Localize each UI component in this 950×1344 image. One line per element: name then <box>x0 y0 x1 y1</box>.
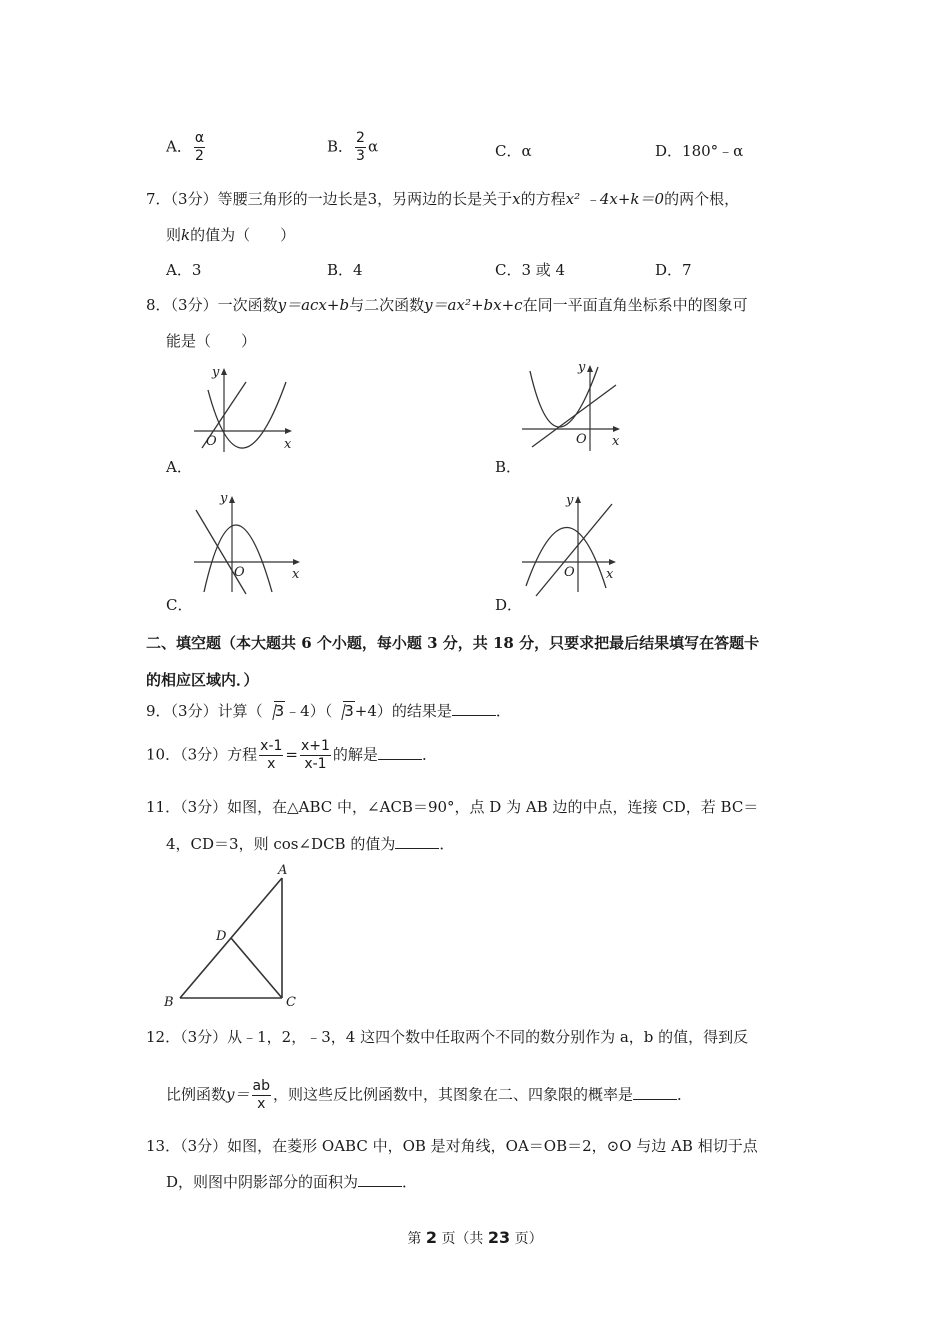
question-text: 则 <box>166 226 182 244</box>
question-text: 从﹣1，2，﹣3，4 这四个数中任取两个不同的数分别作为 a，b 的值，得到反 <box>227 1028 749 1046</box>
footer-text: 页） <box>514 1231 543 1247</box>
option-tail: α <box>367 137 379 156</box>
option-letter: C． <box>495 142 522 160</box>
q6-option-b <box>327 130 378 165</box>
point-d-label: D <box>216 929 227 944</box>
answer-blank[interactable] <box>633 1087 677 1100</box>
q8-line2: 能是（ ） <box>166 332 257 350</box>
q12-line1 <box>146 1026 748 1047</box>
answer-blank[interactable] <box>395 836 439 849</box>
q10 <box>146 738 437 773</box>
question-text: 的两个根， <box>664 190 740 208</box>
x-axis-arrow-icon <box>285 428 292 434</box>
variable: x <box>512 190 521 208</box>
section-heading-line2: 的相应区域内．） <box>146 671 259 689</box>
question-score: （3分） <box>180 745 228 764</box>
fraction <box>259 738 283 773</box>
q6-option-a <box>166 130 207 165</box>
punctuation: ． <box>421 745 437 764</box>
question-text: 如图，在△ABC 中，∠ACB＝90°，点 D 为 AB 边的中点，连接 CD，若 BC＝ <box>227 798 759 816</box>
option-letter: B． <box>327 137 354 156</box>
radicand: 3 <box>274 702 285 720</box>
origin-label: O <box>206 434 217 449</box>
answer-blank[interactable] <box>358 1174 402 1187</box>
question-number: 10． <box>146 745 181 764</box>
equation: y＝ax²+bx+c <box>424 296 523 314</box>
question-score: （3分） <box>180 1137 228 1155</box>
question-text: ﹣4）（ <box>285 702 333 720</box>
point-c-label: C <box>286 995 296 1010</box>
origin-label: O <box>234 565 245 580</box>
equals-sign: = <box>285 745 298 764</box>
x-axis-arrow-icon <box>293 559 300 565</box>
equation: y＝ <box>226 1085 250 1104</box>
y-axis-label: y <box>212 365 220 380</box>
y-axis-label: y <box>578 360 586 375</box>
question-text: 的方程 <box>520 190 566 208</box>
graph-b-label: B． <box>495 458 522 476</box>
q13-line1 <box>146 1135 758 1156</box>
graph-c-label: C． <box>166 596 193 614</box>
graph-b <box>518 355 628 455</box>
total-pages: 23 <box>487 1228 511 1247</box>
graph-d-label: D． <box>495 596 523 614</box>
footer-text: 页（共 <box>441 1231 484 1247</box>
question-score: （3分） <box>170 702 218 720</box>
punctuation: ． <box>402 1173 418 1191</box>
fraction-numerator: 2 <box>356 130 365 146</box>
point-b-label: B <box>164 995 174 1010</box>
question-text: 等腰三角形的一边长是3，另两边的长是关于 <box>217 190 513 208</box>
q7-option-a: A．3 <box>166 261 202 279</box>
parabola <box>530 367 598 427</box>
question-number: 8． <box>146 296 171 314</box>
q11-line2 <box>166 833 454 854</box>
question-text: 与二次函数 <box>349 296 425 314</box>
question-text: 计算（ <box>217 702 263 720</box>
question-text: ，则这些反比例函数中，其图象在二、四象限的概率是 <box>272 1085 633 1104</box>
footer-text: 第 <box>407 1231 422 1247</box>
option-letter: A． <box>166 137 192 156</box>
q9 <box>146 700 511 721</box>
segment-cd <box>231 938 282 998</box>
q6-option-d <box>655 140 743 161</box>
page-number: 2 <box>425 1228 437 1247</box>
fraction-numerator: x+1 <box>300 738 330 754</box>
sqrt <box>263 702 286 720</box>
line <box>532 385 616 447</box>
q7-option-d: D．7 <box>655 261 692 279</box>
origin-label: O <box>564 565 575 580</box>
section-heading-line1: 二、填空题（本大题共 6 个小题，每小题 3 分，共 18 分，只要求把最后结果填写在答题卡 <box>146 634 760 652</box>
question-score: （3分） <box>180 798 228 816</box>
x-axis-label: x <box>292 567 300 582</box>
line <box>196 510 246 594</box>
equation: x² ﹣4x+k＝0 <box>565 190 665 208</box>
fraction <box>355 130 366 165</box>
q7-line2 <box>166 224 295 245</box>
fraction-numerator: ab <box>252 1078 270 1094</box>
sqrt <box>332 702 355 720</box>
question-text: 的值为（ ） <box>190 226 296 244</box>
x-axis-label: x <box>284 437 292 452</box>
question-text: +4）的结果是 <box>354 702 452 720</box>
question-number: 9． <box>146 702 171 720</box>
parabola <box>204 525 272 592</box>
fraction <box>300 738 331 773</box>
option-text: 180°﹣α <box>682 142 744 160</box>
option-text: α <box>521 142 532 160</box>
question-text: 比例函数 <box>166 1085 227 1104</box>
question-text: D，则图中阴影部分的面积为 <box>166 1173 359 1191</box>
y-axis-arrow-icon <box>575 496 581 503</box>
punctuation: ． <box>676 1085 692 1104</box>
radicand: 3 <box>344 702 354 720</box>
y-axis-arrow-icon <box>587 365 593 372</box>
question-number: 11． <box>146 798 181 816</box>
line <box>536 504 612 596</box>
question-number: 13． <box>146 1137 181 1155</box>
question-text: 方程 <box>227 745 258 764</box>
x-axis-arrow-icon <box>609 559 616 565</box>
triangle-figure <box>160 860 310 1010</box>
q11-line1 <box>146 796 758 817</box>
punctuation: ． <box>495 702 511 720</box>
fraction-denominator: x <box>267 756 276 772</box>
fraction <box>194 130 205 165</box>
fraction-denominator: 2 <box>195 148 204 164</box>
question-score: （3分） <box>170 296 218 314</box>
question-text: 如图，在菱形 OABC 中，OB 是对角线，OA＝OB＝2，⊙O 与边 AB 相切于点 <box>227 1137 758 1155</box>
x-axis-label: x <box>606 567 614 582</box>
answer-blank[interactable] <box>452 703 496 716</box>
q7-option-c: C．3 或 4 <box>495 261 566 279</box>
variable: k <box>181 226 191 244</box>
parabola <box>208 382 286 448</box>
punctuation: ． <box>439 835 455 853</box>
option-letter: D． <box>655 142 683 160</box>
origin-label: O <box>576 432 587 447</box>
y-axis-label: y <box>220 491 228 506</box>
graph-a-label: A． <box>166 458 192 476</box>
answer-blank[interactable] <box>378 747 422 760</box>
fraction-numerator: x-1 <box>260 738 283 754</box>
question-text: 在同一平面直角坐标系中的图象可 <box>522 296 748 314</box>
graph-c <box>188 488 308 596</box>
page-footer <box>0 1228 950 1248</box>
fraction-denominator: 3 <box>356 148 365 164</box>
q12-line2 <box>166 1078 692 1113</box>
graph-d <box>516 488 628 600</box>
graph-a <box>190 360 300 455</box>
point-a-label: A <box>278 863 288 878</box>
question-text: 一次函数 <box>217 296 278 314</box>
fraction <box>252 1078 271 1113</box>
q8-line1 <box>146 294 748 315</box>
question-text: 的解是 <box>332 745 378 764</box>
question-number: 7． <box>146 190 171 208</box>
q7-option-b: B．4 <box>327 261 363 279</box>
q6-option-c <box>495 140 532 161</box>
fraction-denominator: x-1 <box>304 756 327 772</box>
question-score: （3分） <box>170 190 218 208</box>
question-number: 12． <box>146 1028 181 1046</box>
x-axis-arrow-icon <box>613 426 620 432</box>
y-axis-arrow-icon <box>221 368 227 375</box>
fraction-denominator: x <box>257 1096 266 1112</box>
q13-line2 <box>166 1171 417 1192</box>
x-axis-label: x <box>612 434 620 449</box>
y-axis-label: y <box>566 493 574 508</box>
q7-line1 <box>146 188 739 209</box>
fraction-numerator: α <box>194 130 205 146</box>
question-text: 4，CD＝3，则 cos∠DCB 的值为 <box>166 835 396 853</box>
equation: y＝acx+b <box>277 296 350 314</box>
question-score: （3分） <box>180 1028 228 1046</box>
y-axis-arrow-icon <box>229 496 235 503</box>
